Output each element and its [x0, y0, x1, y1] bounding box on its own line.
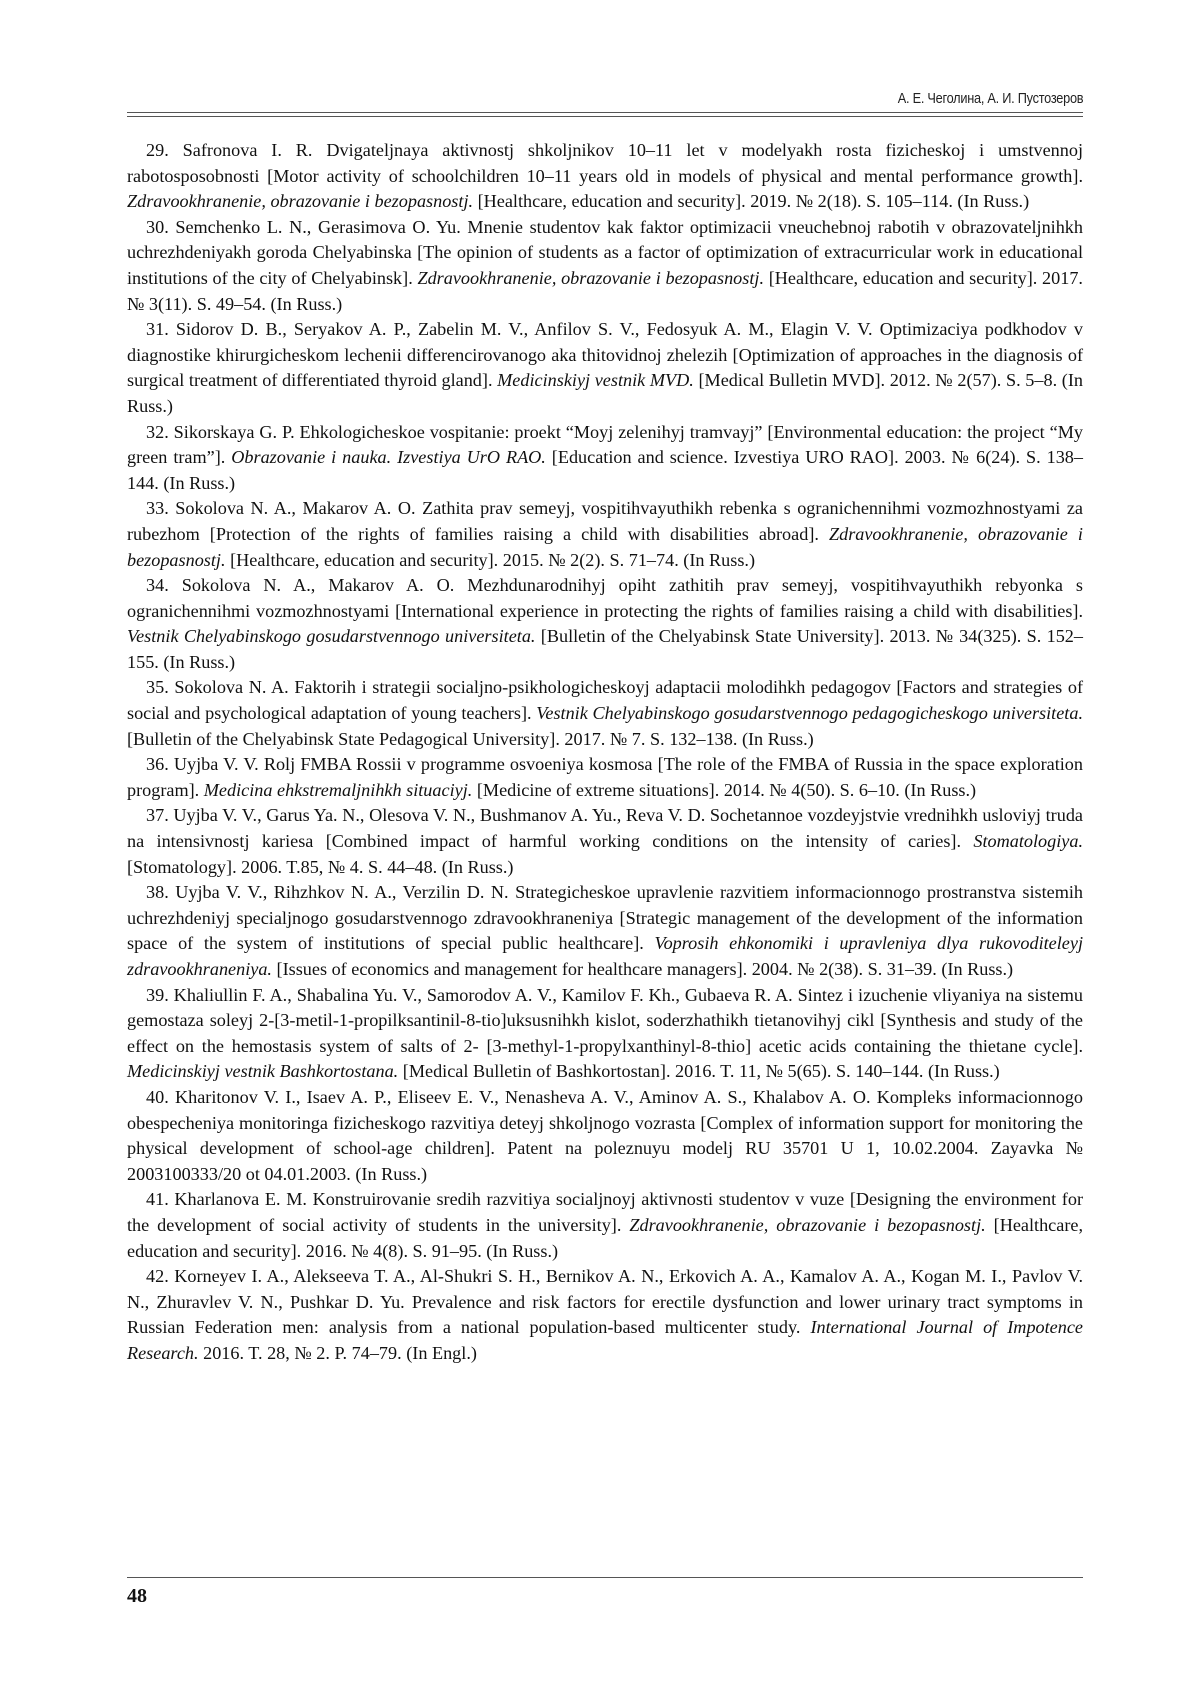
- reference-text: 36. Uyjba V. V. Rolj FMBA Rossii v programme osvoeniya kosmosa [The role of the FMBA of Russia in the space exploration program].: [127, 754, 1083, 800]
- reference-journal: Medicinskiyj vestnik Bashkortostana.: [127, 1061, 399, 1082]
- reference-details: [Healthcare, education and security]. 2017. № 3(11). S. 49–54. (In Russ.): [127, 267, 1083, 314]
- reference-text: 35. Sokolova N. A. Faktorih i strategii socialjno-psikhologicheskoyj adaptacii molodihkh pedagogov [Factors and strategies of social and psychological adaptation of young teachers].: [127, 677, 1083, 724]
- reference-details: [Medicine of extreme situations]. 2014. № 4(50). S. 6–10. (In Russ.): [472, 779, 977, 800]
- page-number: 48: [127, 1585, 147, 1607]
- reference-journal: Zdravookhranenie, obrazovanie i bezopasnostj.: [417, 267, 764, 288]
- reference-item: [127, 1085, 1083, 1187]
- reference-journal: Obrazovanie i nauka. Izvestiya UrO RAO.: [231, 447, 546, 468]
- reference-text: 34. Sokolova N. A., Makarov A. O. Mezhdunarodnihyj opiht zathitih prav semeyj, vospitihvayuthikh rebyonka s ogranichennihmi vozmozhnostyami [International experience in protecting the rights of families raising a child with disabilities].: [127, 575, 1083, 621]
- reference-journal: Zdravookhranenie, obrazovanie i bezopasnostj.: [127, 191, 474, 212]
- reference-text: 31. Sidorov D. B., Seryakov A. P., Zabelin M. V., Anfilov S. V., Fedosyuk A. M., Elagin V. V. Optimizaciya podkhodov v diagnostike khirurgicheskom lechenii differencirovanogo aka thitovidnoj zhelezih [Optimization of approaches in the diagnosis of surgical treatment of differentiated thyroid gland].: [127, 319, 1083, 391]
- reference-list: [127, 138, 1083, 1367]
- header-rule-upper: [127, 112, 1083, 113]
- reference-journal: Vestnik Chelyabinskogo gosudarstvennogo pedagogicheskogo universiteta.: [536, 703, 1083, 724]
- reference-text: 42. Korneyev I. A., Alekseeva T. A., Al-Shukri S. H., Bernikov A. N., Erkovich A. A., Kamalov A. A., Kogan M. I., Pavlov V. N., Zhuravlev V. N., Pushkar D. Yu. Prevalence and risk factors for erectile dysfunction and lower urinary tract symptoms in Russian Federation men: analysis from a national population-based multicenter study.: [127, 1266, 1083, 1338]
- reference-item: [127, 1264, 1083, 1366]
- reference-item: [127, 983, 1083, 1085]
- reference-details: [Medical Bulletin MVD]. 2012. № 2(57). S. 5–8. (In Russ.): [127, 370, 1083, 416]
- running-head: А. Е. Чеголина, А. И. Пустозеров: [897, 90, 1083, 107]
- reference-item: [127, 420, 1083, 497]
- reference-item: [127, 573, 1083, 675]
- header-rule-lower: [127, 116, 1083, 117]
- reference-journal: Medicina ehkstremaljnihkh situaciyj.: [203, 779, 473, 800]
- reference-item: [127, 675, 1083, 752]
- reference-details: [Healthcare, education and security]. 2019. № 2(18). S. 105–114. (In Russ.): [473, 191, 1030, 212]
- reference-text: 33. Sokolova N. A., Makarov A. O. Zathita prav semeyj, vospitihvayuthikh rebenka s ogranichennihmi vozmozhnostyami za rubezhom [Protection of the rights of families raising a child with disabilities abroad].: [127, 498, 1083, 544]
- reference-item: [127, 496, 1083, 573]
- reference-item: [127, 803, 1083, 880]
- reference-journal: Stomatologiya.: [973, 831, 1083, 852]
- reference-details: [Bulletin of the Chelyabinsk State University]. 2013. № 34(325). S. 152–155. (In Russ.): [127, 626, 1083, 672]
- reference-journal: Voprosih ehkonomiki i upravleniya dlya rukovoditeleyj zdravookhraneniya.: [127, 933, 1083, 979]
- reference-details: [Issues of economics and management for healthcare managers]. 2004. № 2(38). S. 31–39. (In Russ.): [271, 959, 1014, 979]
- reference-journal: Vestnik Chelyabinskogo gosudarstvennogo universiteta.: [127, 626, 536, 647]
- reference-text: 40. Kharitonov V. I., Isaev A. P., Eliseev E. V., Nenasheva A. V., Aminov A. S., Khalabov A. O. Kompleks informacionnogo obespecheniya monitoringa fizicheskogo razvitiya deteyj shkoljnogo vozrasta [Complex of information support for monitoring the physical development of school-age children]. Patent na poleznuyu modelj RU 35701 U 1, 10.02.2004. Zayavka № 2003100333/20 ot 04.01.2003. (In Russ.): [127, 1086, 1083, 1184]
- reference-text: 29. Safronova I. R. Dvigateljnaya aktivnostj shkoljnikov 10–11 let v modelyakh rosta fizicheskoj i umstvennoj rabotosposobnosti [Motor activity of schoolchildren 10–11 years old in models of physical and mental performance growth].: [127, 140, 1083, 186]
- reference-details: [Healthcare, education and security]. 2015. № 2(2). S. 71–74. (In Russ.): [225, 549, 756, 570]
- reference-item: [127, 752, 1083, 803]
- reference-details: [Education and science. Izvestiya URO RAO]. 2003. № 6(24). S. 138–144. (In Russ.): [127, 447, 1083, 493]
- reference-item: [127, 138, 1083, 215]
- reference-details: [Stomatology]. 2006. T.85, № 4. S. 44–48. (In Russ.): [127, 856, 514, 877]
- reference-text: 37. Uyjba V. V., Garus Ya. N., Olesova V. N., Bushmanov A. Yu., Reva V. D. Sochetannoe vozdeyjstvie vrednihkh usloviyj truda na intensivnostj kariesa [Combined impact of harmful working conditions on the intensity of caries].: [127, 805, 1083, 852]
- reference-details: [Bulletin of the Chelyabinsk State Pedagogical University]. 2017. № 7. S. 132–138. (In Russ.): [127, 728, 814, 749]
- reference-journal: Zdravookhranenie, obrazovanie i bezopasnostj.: [127, 523, 1083, 570]
- reference-text: 41. Kharlanova E. M. Konstruirovanie sredih razvitiya socialjnoyj aktivnosti studentov v vuze [Designing the environment for the development of social activity of students in the university].: [127, 1189, 1083, 1235]
- reference-item: [127, 880, 1083, 982]
- reference-text: 32. Sikorskaya G. P. Ehkologicheskoe vospitanie: proekt “Moyj zelenihyj tramvayj” [Environmental education: the project “My green tram”].: [127, 421, 1083, 468]
- reference-details: [Medical Bulletin of Bashkortostan]. 2016. T. 11, № 5(65). S. 140–144. (In Russ.): [398, 1061, 1000, 1082]
- reference-item: [127, 1187, 1083, 1264]
- reference-item: [127, 317, 1083, 419]
- reference-details: [Healthcare, education and security]. 2016. № 4(8). S. 91–95. (In Russ.): [127, 1214, 1083, 1261]
- reference-journal: International Journal of Impotence Research.: [127, 1317, 1083, 1363]
- reference-journal: Zdravookhranenie, obrazovanie i bezopasnostj.: [629, 1214, 986, 1235]
- reference-journal: Medicinskiyj vestnik MVD.: [497, 370, 694, 391]
- footer-rule: [127, 1577, 1083, 1578]
- reference-text: 30. Semchenko L. N., Gerasimova O. Yu. Mnenie studentov kak faktor optimizacii vneuchebnoj rabotih v obrazovateljnihkh uchrezhdeniyakh goroda Chelyabinska [The opinion of students as a factor of optimization of extracurricular work in educational institutions of the city of Chelyabinsk].: [127, 216, 1083, 288]
- reference-item: [127, 215, 1083, 317]
- reference-text: 38. Uyjba V. V., Rihzhkov N. A., Verzilin D. N. Strategicheskoe upravlenie razvitiem informacionnogo prostranstva sistemih uchrezhdeniyj specialjnogo gosudarstvennogo zdravookhraneniya [Strategic management of the development of the information space of the system of institutions of special public healthcare].: [127, 882, 1083, 954]
- reference-text: 39. Khaliullin F. A., Shabalina Yu. V., Samorodov A. V., Kamilov F. Kh., Gubaeva R. A. Sintez i izuchenie vliyaniya na sistemu gemostaza soleyj 2-[3-metil-1-propilksantinil-8-tio]uksusnihkh kislot, soderzhathikh tietanovihyj cikl [Synthesis and study of the effect on the hemostasis system of salts of 2- [3-methyl-1-propylxanthinyl-8-thio] acetic acids containing the thietane cycle].: [127, 984, 1083, 1056]
- reference-details: 2016. T. 28, № 2. P. 74–79. (In Engl.): [198, 1342, 477, 1363]
